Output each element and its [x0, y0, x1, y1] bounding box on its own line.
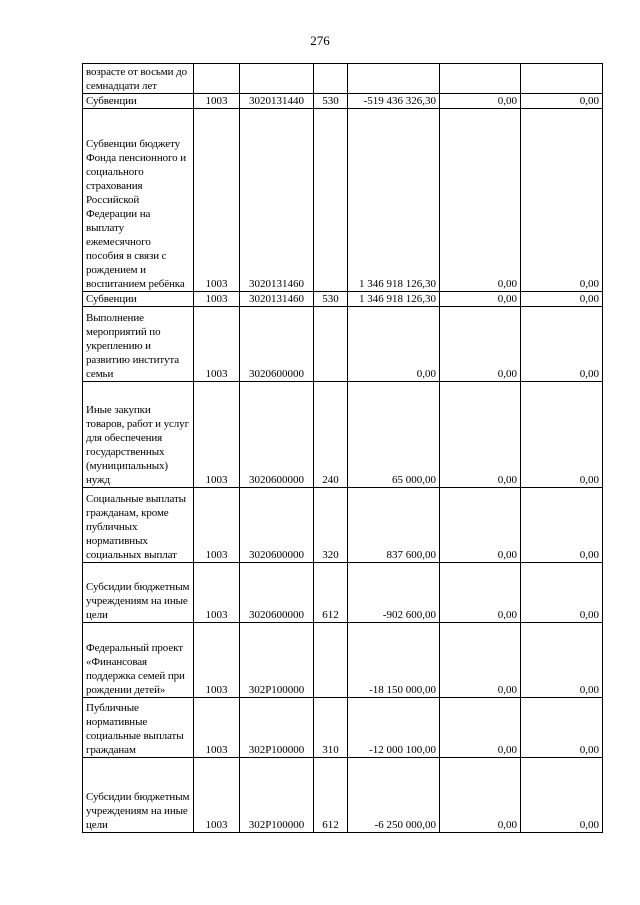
amount-year-after-next: 0,00 — [521, 382, 603, 488]
target-article-code: 3020600000 — [240, 382, 314, 488]
expense-type-code — [314, 307, 348, 382]
amount-current-year: 65 000,00 — [348, 382, 440, 488]
amount-year-after-next: 0,00 — [521, 292, 603, 307]
expense-type-code — [314, 64, 348, 94]
amount-next-year — [440, 64, 521, 94]
table-row — [83, 488, 603, 563]
amount-year-after-next: 0,00 — [521, 488, 603, 563]
amount-next-year: 0,00 — [440, 292, 521, 307]
target-article-code: 3020600000 — [240, 488, 314, 563]
amount-year-after-next: 0,00 — [521, 623, 603, 698]
row-name: Публичные нормативные социальные выплаты гражданам — [83, 698, 194, 758]
amount-current-year: -902 600,00 — [348, 563, 440, 623]
amount-year-after-next: 0,00 — [521, 109, 603, 292]
amount-year-after-next: 0,00 — [521, 698, 603, 758]
budget-table — [82, 63, 603, 833]
amount-current-year: 837 600,00 — [348, 488, 440, 563]
target-article-code: 302P100000 — [240, 698, 314, 758]
target-article-code: 302P100000 — [240, 623, 314, 698]
table-row — [83, 382, 603, 488]
amount-next-year: 0,00 — [440, 488, 521, 563]
section-code: 1003 — [194, 698, 240, 758]
table-row — [83, 292, 603, 307]
table-row — [83, 758, 603, 833]
row-name: Социальные выплаты гражданам, кроме публичных нормативных социальных выплат — [83, 488, 194, 563]
amount-year-after-next: 0,00 — [521, 307, 603, 382]
target-article-code: 3020131460 — [240, 109, 314, 292]
row-name: возрасте от восьми до семнадцати лет — [83, 64, 194, 94]
amount-next-year: 0,00 — [440, 698, 521, 758]
target-article-code: 3020131440 — [240, 94, 314, 109]
table-row — [83, 307, 603, 382]
expense-type-code — [314, 623, 348, 698]
section-code: 1003 — [194, 382, 240, 488]
row-name: Субсидии бюджетным учреждениям на иные цели — [83, 758, 194, 833]
table-row — [83, 64, 603, 94]
expense-type-code: 320 — [314, 488, 348, 563]
section-code: 1003 — [194, 109, 240, 292]
target-article-code — [240, 64, 314, 94]
row-name: Федеральный проект «Финансовая поддержка семей при рождении детей» — [83, 623, 194, 698]
amount-current-year: 1 346 918 126,30 — [348, 109, 440, 292]
section-code: 1003 — [194, 758, 240, 833]
amount-year-after-next: 0,00 — [521, 563, 603, 623]
amount-year-after-next — [521, 64, 603, 94]
row-name: Субвенции бюджету Фонда пенсионного и социального страхования Российской Федерации на выплату ежемесячного пособия в связи с рождением и воспитанием ребёнка — [83, 109, 194, 292]
amount-next-year: 0,00 — [440, 94, 521, 109]
expense-type-code: 530 — [314, 94, 348, 109]
target-article-code: 3020600000 — [240, 563, 314, 623]
amount-current-year: -6 250 000,00 — [348, 758, 440, 833]
amount-next-year: 0,00 — [440, 758, 521, 833]
expense-type-code: 612 — [314, 758, 348, 833]
section-code: 1003 — [194, 563, 240, 623]
table-row — [83, 623, 603, 698]
amount-year-after-next: 0,00 — [521, 758, 603, 833]
row-name: Субсидии бюджетным учреждениям на иные цели — [83, 563, 194, 623]
amount-current-year: -18 150 000,00 — [348, 623, 440, 698]
expense-type-code — [314, 109, 348, 292]
amount-year-after-next: 0,00 — [521, 94, 603, 109]
section-code: 1003 — [194, 292, 240, 307]
section-code: 1003 — [194, 623, 240, 698]
row-name: Выполнение мероприятий по укреплению и развитию института семьи — [83, 307, 194, 382]
table-row — [83, 698, 603, 758]
target-article-code: 3020131460 — [240, 292, 314, 307]
page-number: 276 — [310, 33, 330, 48]
section-code — [194, 64, 240, 94]
row-name: Иные закупки товаров, работ и услуг для обеспечения государственных (муниципальных) нужд — [83, 382, 194, 488]
target-article-code: 3020600000 — [240, 307, 314, 382]
expense-type-code: 612 — [314, 563, 348, 623]
section-code: 1003 — [194, 94, 240, 109]
table-row — [83, 109, 603, 292]
amount-next-year: 0,00 — [440, 623, 521, 698]
amount-current-year — [348, 64, 440, 94]
amount-current-year: -12 000 100,00 — [348, 698, 440, 758]
section-code: 1003 — [194, 307, 240, 382]
amount-next-year: 0,00 — [440, 307, 521, 382]
amount-next-year: 0,00 — [440, 109, 521, 292]
table-row — [83, 563, 603, 623]
amount-next-year: 0,00 — [440, 563, 521, 623]
amount-current-year: -519 436 326,30 — [348, 94, 440, 109]
expense-type-code: 240 — [314, 382, 348, 488]
row-name: Субвенции — [83, 292, 194, 307]
table-row — [83, 94, 603, 109]
expense-type-code: 530 — [314, 292, 348, 307]
amount-current-year: 0,00 — [348, 307, 440, 382]
amount-next-year: 0,00 — [440, 382, 521, 488]
amount-current-year: 1 346 918 126,30 — [348, 292, 440, 307]
target-article-code: 302P100000 — [240, 758, 314, 833]
expense-type-code: 310 — [314, 698, 348, 758]
section-code: 1003 — [194, 488, 240, 563]
row-name: Субвенции — [83, 94, 194, 109]
